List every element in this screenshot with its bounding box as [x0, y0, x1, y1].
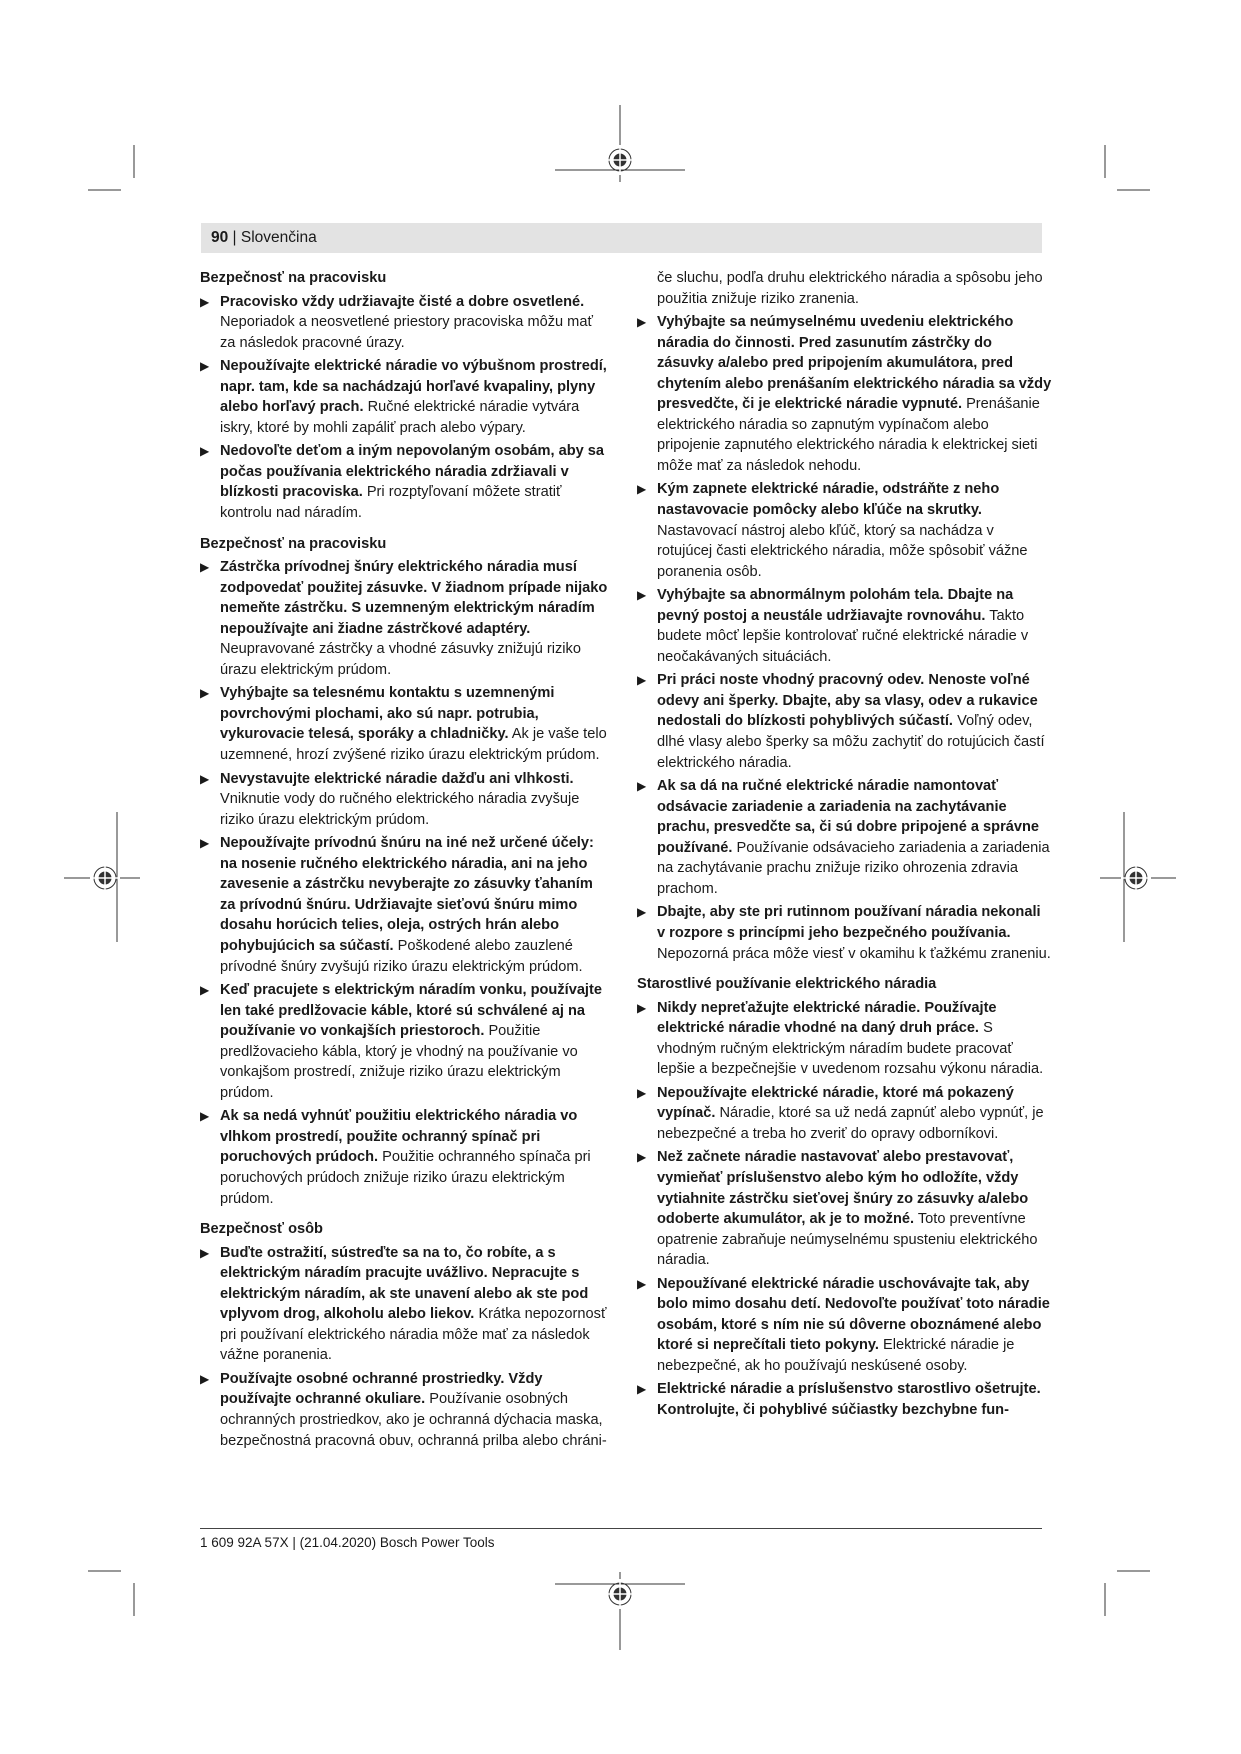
- registration-mark-right: [1100, 812, 1176, 942]
- item-text: Použitie predlžovacieho kábla, ktorý je vhodný na používanie vo vonkajšom prostredí, znižuje riziko úrazu elektrickým prúdom.: [220, 1023, 578, 1101]
- header-separator: |: [228, 229, 241, 246]
- item-bold-text: Nepoužívané elektrické náradie uschovávajte tak, aby bolo mimo dosahu detí. Nedovoľte používať toto náradie osobám, ktoré s ním nie sú dôverne oboznámené alebo ktoré si neprečítali tieto pokyny.: [657, 1275, 1050, 1354]
- item-bold-text: Než začnete náradie nastavovať alebo prestavovať, vymieňať príslušenstvo alebo kým ho odložíte, vždy vytiahnite zástrčku sieťovej šnúry zo zásuvky a/alebo odoberte akumulátor, ak je to možné.: [657, 1149, 1029, 1228]
- safety-item: [637, 479, 1052, 582]
- item-bold-text: Nikdy nepreťažujte elektrické náradie. Používajte elektrické náradie vhodné na daný druh práce.: [657, 999, 997, 1037]
- safety-item: [200, 833, 612, 977]
- item-bold-text: Dbajte, aby ste pri rutinnom používaní náradia nekonali v rozpore s princípmi jeho bezpečného používania.: [657, 904, 1041, 941]
- item-bold-text: Keď pracujete s elektrickým náradím vonku, používajte len také predlžovacie káble, ktoré sú schválené aj na používanie vo vonkajších priestoroch.: [220, 982, 602, 1040]
- item-bold-text: Nevystavujte elektrické náradie dažďu ani vlhkosti.: [220, 770, 574, 787]
- safety-item: [637, 312, 1052, 476]
- item-bold-text: Ak sa nedá vyhnúť použitiu elektrického náradia vo vlhkom prostredí, použite ochranný spínač pri poruchových prúdoch.: [220, 1108, 578, 1166]
- item-text: Pri rozptyľovaní môžete stratiť kontrolu nad náradím.: [220, 484, 562, 522]
- item-text: Nastavovací nástroj alebo kľúč, ktorý sa nachádza v rotujúcej časti elektrického náradia, môže spôsobiť vážne poranenia osôb.: [657, 522, 1028, 580]
- safety-item: [637, 585, 1052, 667]
- safety-item: [200, 1243, 612, 1366]
- left-column: [200, 268, 612, 1451]
- item-text: Neporiadok a neosvetlené priestory pracoviska môžu mať za následok pracovné úrazy.: [220, 314, 593, 351]
- bullet-triangle-icon: ▶: [637, 1150, 647, 1165]
- section-title: Bezpečnosť na pracovisku: [200, 270, 387, 286]
- item-bold-text: Nepoužívajte elektrické náradie, ktoré má pokazený vypínač.: [657, 1084, 1014, 1122]
- bullet-triangle-icon: ▶: [200, 983, 210, 998]
- item-text: Používanie osobných ochranných prostriedkov, ako je ochranná dýchacia maska, bezpečnostná pracovná obuv, ochranná prilba alebo chráni-: [220, 1391, 607, 1449]
- continued-text: če sluchu, podľa druhu elektrického náradia a spôsobu jeho použitia znižuje riziko zranenia.: [657, 270, 1043, 307]
- item-bold-text: Elektrické náradie a príslušenstvo starostlivo ošetrujte. Kontrolujte, či pohyblivé súčiastky bezchybne fun-: [657, 1381, 1041, 1418]
- item-bold-text: Kým zapnete elektrické náradie, odstráňte z neho nastavovacie pomôcky alebo kľúče na skrutky.: [657, 481, 1000, 519]
- item-text: Vniknutie vody do ručného elektrického náradia zvyšuje riziko úrazu elektrickým prúdom.: [220, 791, 580, 828]
- item-bold-text: Buďte ostražití, sústreďte sa na to, čo robíte, a s elektrickým náradím pracujte uvážlivo. Nepracujte s elektrickým náradím, ak ste unavení alebo ak ste pod vplyvom drog, alkoholu alebo liekov.: [220, 1244, 589, 1323]
- bullet-triangle-icon: ▶: [637, 588, 647, 603]
- item-text: Používanie odsávacieho zariadenia a zariadenia na zachytávanie prachu znižuje riziko ohrozenia zdravia prachom.: [657, 839, 1050, 897]
- bullet-triangle-icon: ▶: [200, 359, 210, 374]
- section-title: Starostlivé používanie elektrického náradia: [637, 976, 937, 993]
- item-text: Poškodené alebo zauzlené prívodné šnúry zvyšujú riziko úrazu elektrickým prúdom.: [220, 937, 583, 975]
- item-bold-text: Vyhýbajte sa telesnému kontaktu s uzemnenými povrchovými plochami, ako sú napr. potrubia, vykurovacie telesá, sporáky a chladničky.: [220, 685, 555, 743]
- right-column: [637, 268, 1052, 1421]
- item-text: Neupravované zástrčky a vhodné zásuvky znižujú riziko úrazu elektrickým prúdom.: [220, 641, 581, 678]
- safety-item: [200, 980, 612, 1103]
- safety-item: [200, 1369, 612, 1451]
- page-header: [201, 223, 1042, 253]
- safety-item: [200, 356, 612, 438]
- safety-item: [637, 998, 1052, 1080]
- item-bold-text: Ak sa dá na ručné elektrické náradie namontovať odsávacie zariadenie a zariadenia na zachytávanie prachu, presvedčte sa, či sú dobre pripojené a správne používané.: [657, 778, 1040, 856]
- bullet-triangle-icon: ▶: [637, 1085, 647, 1100]
- page-footer: 1 609 92A 57X | (21.04.2020) Bosch Power Tools: [200, 1535, 495, 1550]
- bullet-triangle-icon: ▶: [200, 1245, 210, 1260]
- safety-item: [637, 1083, 1052, 1145]
- item-text: Voľný odev, dlhé vlasy alebo šperky sa môžu zachytiť do rotujúcich častí elektrického náradia.: [657, 713, 1045, 771]
- safety-item: [200, 1106, 612, 1209]
- item-text: Ak je vaše telo uzemnené, hrozí zvýšené riziko úrazu elektrickým prúdom.: [220, 726, 607, 764]
- safety-item: [200, 769, 612, 831]
- safety-item: [200, 557, 612, 680]
- page-number: 90: [211, 229, 229, 246]
- safety-item: [637, 902, 1052, 964]
- bullet-triangle-icon: ▶: [637, 779, 647, 794]
- safety-item: [637, 1379, 1052, 1420]
- bullet-triangle-icon: ▶: [637, 1000, 647, 1015]
- item-bold-text: Vyhýbajte sa neúmyselnému uvedeniu elektrického náradia do činnosti. Pred zasunutím zástrčky do zásuvky a/alebo pred pripojením akumulátora, pred chytením alebo prenášaním elektrického náradia sa vždy presvedčte, či je elektrické náradie vypnuté.: [657, 314, 1052, 413]
- bullet-triangle-icon: ▶: [637, 673, 647, 688]
- bullet-triangle-icon: ▶: [200, 771, 210, 786]
- item-bold-text: Nepoužívajte elektrické náradie vo výbušnom prostredí, napr. tam, kde sa nachádzajú horľavé kvapaliny, plyny alebo horľavý prach.: [220, 358, 607, 416]
- header-language: Slovenčina: [240, 229, 317, 246]
- item-bold-text: Pracovisko vždy udržiavajte čisté a dobre osvetlené.: [220, 293, 585, 310]
- safety-item: [637, 1274, 1052, 1377]
- item-bold-text: Vyhýbajte sa abnormálnym polohám tela. Dbajte na pevný postoj a neustále udržiavajte rovnováhu.: [657, 587, 1014, 624]
- registration-mark-bottom: [555, 1572, 685, 1650]
- item-bold-text: Zástrčka prívodnej šnúry elektrického náradia musí zodpovedať použitej zásuvke. V žiadnom prípade nijako nemeňte zástrčku. S uzemneným elektrickým náradím nepoužívajte ani žiadne zástrčkové adaptéry.: [220, 559, 608, 637]
- item-text: Takto budete môcť lepšie kontrolovať ručné elektrické náradie v neočakávaných situáciách.: [657, 607, 1029, 665]
- item-text: Použitie ochranného spínača pri poruchových prúdoch znižuje riziko úrazu elektrickým prúdom.: [220, 1149, 591, 1207]
- safety-item: [200, 683, 612, 765]
- registration-mark-top: [555, 105, 685, 182]
- item-text: Prenášanie elektrického náradia so zapnutým vypínačom alebo pripojenie zapnutého elektrického náradia k elektrickej sieti môže mať za následok nehodu.: [657, 396, 1040, 474]
- bullet-triangle-icon: ▶: [637, 315, 647, 330]
- item-text: Ručné elektrické náradie vytvára iskry, ktoré by mohli zapáliť prach alebo výpary.: [220, 399, 580, 436]
- safety-item: [637, 1147, 1052, 1270]
- item-text: Toto preventívne opatrenie zabraňuje neúmyselnému spusteniu elektrického náradia.: [657, 1211, 1038, 1269]
- safety-item: [637, 776, 1052, 899]
- item-text: Nepozorná práca môže viesť v okamihu k ťažkému zraneniu.: [657, 945, 1051, 962]
- safety-item: [200, 292, 612, 354]
- bullet-triangle-icon: ▶: [637, 482, 647, 497]
- section-title: Bezpečnosť osôb: [200, 1221, 323, 1238]
- footer-rule: [200, 1528, 1042, 1529]
- bullet-triangle-icon: ▶: [200, 686, 210, 701]
- safety-item: [637, 670, 1052, 773]
- bullet-triangle-icon: ▶: [200, 294, 210, 309]
- item-bold-text: Nepoužívajte prívodnú šnúru na iné než určené účely: na nosenie ručného elektrického náradia, ani na jeho zavesenie a zástrčku nevyberajte zo zásuvky ťahaním za prívodnú šnúru. Udržiavajte sieťovú šnúru mimo dosahu horúcich telies, oleja, ostrých hrán alebo pohybujúcich sa súčastí.: [220, 835, 594, 954]
- bullet-triangle-icon: ▶: [200, 444, 210, 459]
- item-text: Krátka nepozornosť pri používaní elektrického náradia môže mať za následok vážne poranenia.: [220, 1306, 607, 1364]
- bullet-triangle-icon: ▶: [200, 1371, 210, 1386]
- bullet-triangle-icon: ▶: [637, 1276, 647, 1291]
- item-text: Náradie, ktoré sa už nedá zapnúť alebo vypnúť, je nebezpečné a treba ho zveriť do opravy odborníkovi.: [657, 1105, 1044, 1142]
- bullet-triangle-icon: ▶: [200, 1109, 210, 1124]
- item-bold-text: Nedovoľte deťom a iným nepovolaným osobám, aby sa počas používania elektrického náradia zdržiavali v blízkosti pracoviska.: [220, 443, 605, 501]
- item-text: Elektrické náradie je nebezpečné, ak ho používajú neskúsené osoby.: [657, 1337, 1015, 1374]
- section-title: Bezpečnosť na pracovisku: [200, 535, 387, 552]
- bullet-triangle-icon: ▶: [200, 560, 210, 575]
- item-text: S vhodným ručným elektrickým náradím budete pracovať lepšie a bezpečnejšie v uvedenom rozsahu výkonu náradia.: [657, 1020, 1044, 1078]
- item-bold-text: Pri práci noste vhodný pracovný odev. Nenoste voľné odevy ani šperky. Dbajte, aby sa vlasy, odev a rukavice nedostali do blízkosti pohyblivých súčastí.: [657, 672, 1038, 730]
- bullet-triangle-icon: ▶: [637, 905, 647, 920]
- registration-mark-left: [64, 812, 140, 942]
- bullet-triangle-icon: ▶: [200, 836, 210, 851]
- bullet-triangle-icon: ▶: [637, 1382, 647, 1397]
- safety-item: [200, 441, 612, 523]
- item-bold-text: Používajte osobné ochranné prostriedky. Vždy používajte ochranné okuliare.: [220, 1370, 543, 1408]
